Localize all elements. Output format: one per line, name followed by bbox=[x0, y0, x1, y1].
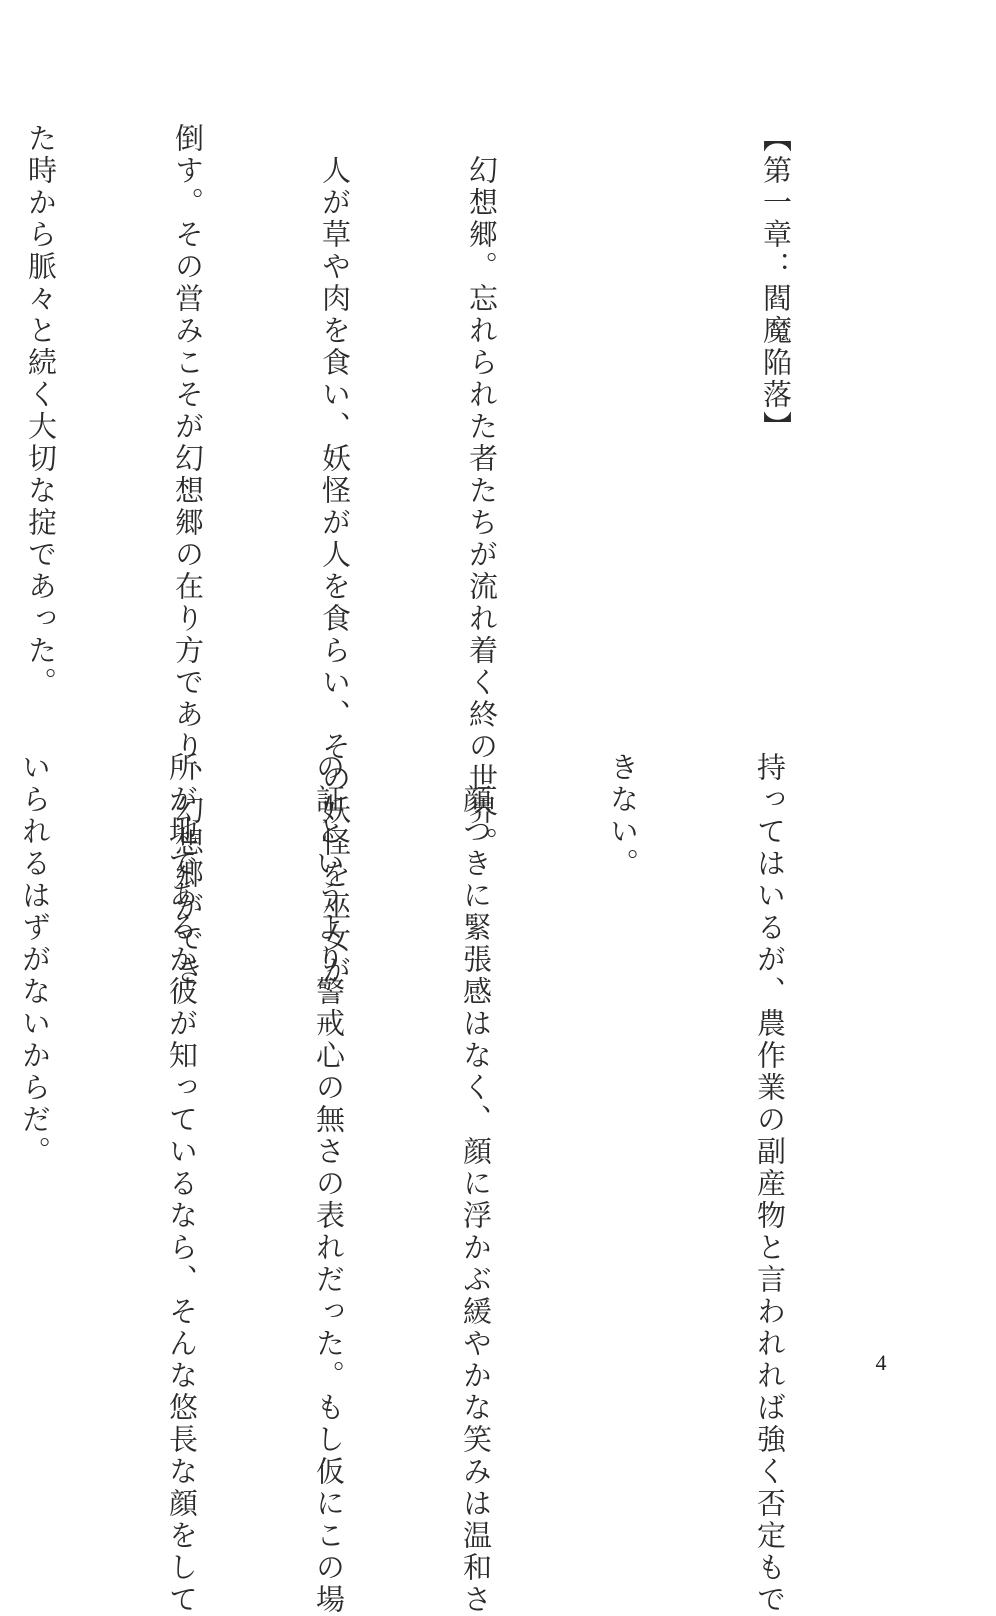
text-line: の証というより警戒心の無さの表れだった。もし仮にこの場 bbox=[312, 752, 346, 1616]
text-line: 顔つきに緊張感はなく、顔に浮かぶ緩やかな笑みは温和さ bbox=[459, 752, 493, 1616]
text-line: 所が地であるか彼が知っているなら、そんな悠長な顔をして bbox=[165, 752, 199, 1616]
text-line: 幻想郷。忘れられた者たちが流れ着く終の世界。 bbox=[465, 123, 499, 859]
text-line: きない。 bbox=[606, 752, 640, 880]
text-line: 持ってはいるが、農作業の副産物と言われれば強く否定もで bbox=[753, 752, 787, 1616]
text-line: 人が草や肉を食い、妖怪が人を食らい、その妖怪を巫女が bbox=[318, 123, 352, 987]
text-line: いられるはずがないからだ。 bbox=[18, 752, 52, 1168]
text-line bbox=[604, 123, 653, 713]
text-line: た時から脈々と続く大切な掟であった。 bbox=[24, 123, 58, 699]
page-number: 4 bbox=[875, 1350, 887, 1375]
chapter-heading: 【第一章：閻魔陥落】 bbox=[759, 123, 793, 443]
text-line: 倒す。その営みこそが幻想郷の在り方であり、幻想郷ができ bbox=[171, 123, 205, 987]
text-block-bottom bbox=[0, 752, 892, 1616]
